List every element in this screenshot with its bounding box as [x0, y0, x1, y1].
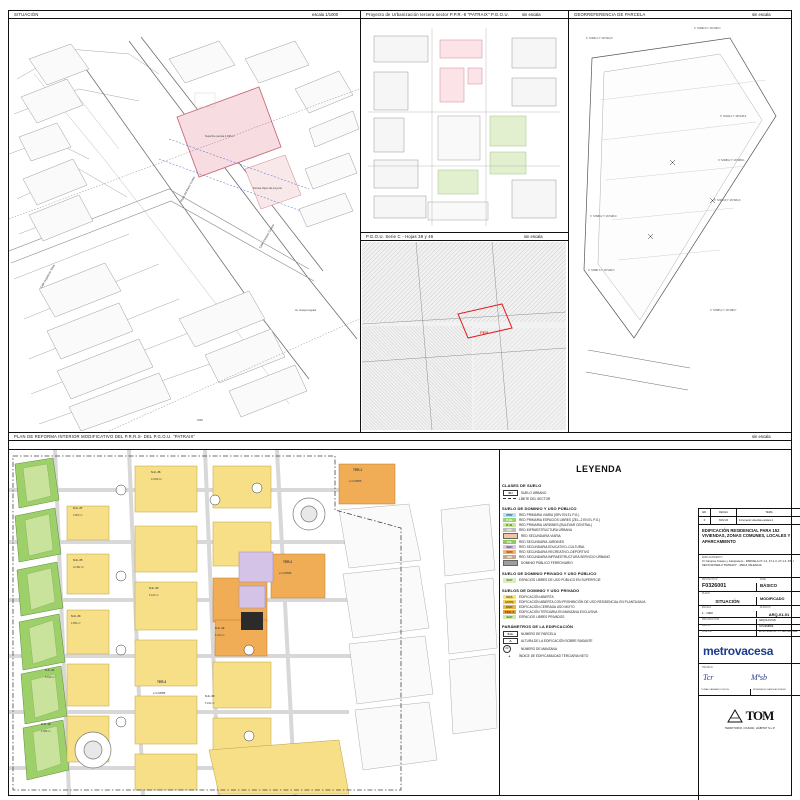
revision-header-fecha: FECHA [711, 509, 737, 517]
legend-section-heading: PARÁMETROS DE LA EDIFICACIÓN [502, 623, 574, 629]
frame-div-2 [568, 10, 569, 432]
legend-swatch [503, 533, 518, 539]
parcel-value: 3.087 m² [73, 514, 83, 517]
title-block [698, 508, 800, 800]
legend-item [503, 490, 698, 496]
panel-scale-situacion: escala 1/1000 [312, 12, 339, 17]
parcel-label: S.G. 24 [149, 586, 159, 590]
legend-item [503, 545, 698, 549]
field-label-escala: ESCALA [702, 607, 712, 609]
signature-section-label: TÉCNICO [702, 666, 713, 669]
legend-item [503, 497, 698, 501]
parcel-value: 6.120 m² [149, 594, 159, 597]
panel-scale-georef: sin escala [752, 12, 771, 17]
field-value-escala: 1 : 1000 [699, 611, 757, 618]
legend-swatch-dashed [503, 498, 516, 499]
legend-label: ESPACIOS LIBRES DE USO PÚBLICO EN SUPERFICIE [519, 578, 601, 583]
georef-point-label: X: 724001,3 Y: 4371212,5 [586, 38, 613, 40]
parcel-value: e=0,68888 [279, 572, 292, 575]
legend-label: RED SECUNDARIA VIARIA [521, 534, 561, 539]
legend-label: RED SECUNDARIA RECREATIVO–DEPORTIVO [519, 550, 590, 555]
legend-item [503, 595, 698, 599]
georef-point-label: X: 723981,5 Y: 4371145,3 [588, 270, 615, 272]
legend-label: ÍNDICE DE EDIFICABILIDAD TERCIARIA NETO [519, 653, 589, 658]
signature-left [703, 673, 747, 689]
legend-item [503, 513, 698, 517]
legend-label: RED INFRAESTRUCTURA URBANA [519, 528, 572, 533]
map-label: Calle Campos Crespo [258, 223, 276, 249]
legend-item [503, 615, 698, 619]
legend-section-heading: SUELO DE DOMINIO Y USO PÚBLICO [502, 505, 577, 511]
legend-code: SU [503, 490, 518, 496]
georef-point-label: X: 724113,1 Y: 4371133,0 [720, 116, 747, 118]
frame-line-top [8, 10, 792, 11]
legend-label: NÚMERO DE MANZANA [521, 646, 557, 651]
legend-code: SIS [503, 555, 516, 559]
frame-div-3 [360, 232, 568, 233]
parcel-value: e=0,68888 [349, 480, 362, 483]
studio-mark-icon [727, 709, 743, 723]
legend-code: A [503, 638, 518, 644]
legend-code: P-JL [503, 523, 516, 527]
address-label: EMPLAZAMIENTO [702, 556, 723, 559]
map-label: Plaza del Barón Cortes [179, 175, 197, 203]
panel-scale-urbanizacion: sin escala [522, 12, 541, 17]
situacion-vector [9, 19, 359, 431]
legend-label: RED SECUNDARIA INFRAESTRUCTURA SERVICIO URBANO [519, 555, 610, 560]
legend-label: ALTURA DE LA EDIFICACIÓN SOBRE RASANTE [521, 639, 593, 644]
map-georeferencia [570, 20, 790, 430]
frame-div-3b [360, 240, 568, 241]
field-value-dibujado: ARQUILO-PGB [757, 619, 800, 625]
field-label-cliente: CLIENTE [699, 631, 757, 637]
legend-code: P-EL [503, 518, 516, 522]
legend-label: RED PRIMARIA VIARIA (SRV EN EL P.G.) [519, 513, 580, 518]
svg-text:PER: PER [480, 330, 489, 335]
legend-code: S.G. [503, 631, 518, 637]
legend-item [503, 518, 698, 522]
legend-label: EDIFICACIÓN ABIERTA CON PROHIBICIÓN DE USO RESIDENCIAL EN PLANTA BAJA [519, 599, 646, 604]
map-plan-reforma [9, 450, 498, 795]
parcel-label: S.G. 20 [205, 694, 215, 698]
legend-label: EDIFICACIÓN ABIERTA [519, 594, 554, 599]
panel-scale-reforma: sin escala [752, 434, 771, 439]
parcel-label: TER-2 [283, 560, 293, 564]
panel-title-situacion: SITUACIÓN [14, 12, 39, 17]
georef-point-label: X: 723965,2 Y: 4371183,7 [710, 310, 737, 312]
legend-item [503, 610, 698, 614]
field-value-cliente: AZTEC-MVEF-62 / C.T-REF-9486 NAB [757, 631, 800, 637]
parcel-value: e=0,68888 [153, 692, 166, 695]
legend-code: SED [503, 545, 516, 549]
revision-header-ed: ED. [699, 509, 711, 517]
legend-section-heading: CLASES DE SUELO [502, 483, 542, 488]
field-value-planono: ARQ-01-01 [757, 611, 800, 618]
legend-code: PIF [503, 528, 516, 532]
legend-section-heading: SUELOS DE DOMINIO Y USO PRIVADO [502, 587, 580, 593]
legend-panel [500, 452, 698, 800]
legend-circle: 20 [503, 645, 511, 653]
map-pgou [362, 242, 566, 430]
map-label: Av. Gaspar Aguilar [295, 309, 317, 312]
legend-code: TER–3 [504, 609, 515, 614]
legend-code: SJL [503, 540, 516, 544]
frame-line-mid [8, 432, 792, 433]
project-title: EDIFICACIÓN RESIDENCIAL PARA 152 VIVIENDAS, ZONAS COMUNES, LOCALES Y APARCAMIENTO [699, 525, 800, 555]
signature-scribble-left: Tcr [703, 673, 714, 682]
georef-point-label: X: 723999,2 Y: 4371106,9 [590, 216, 617, 218]
parcel-value: 10.382 m² [73, 566, 84, 569]
legend-label: RED SECUNDARIA EDUCATIVO–CULTURAL [519, 545, 585, 550]
legend-item [503, 533, 698, 539]
revision-header-tema: TEMA [737, 509, 800, 517]
parcel-label: S.G. 26 [151, 470, 161, 474]
address-value: C/ Campos Crespo y Campanero - PARCELA 27-1.2, 27-1.3, 27-1.4. P.R.I SECTOR PER-9 "PATRAIX" - 46014 VALENCIA [699, 560, 800, 578]
panel-title-reforma: PLAN DE REFORMA INTERIOR MODIFICATIVO DEL P.R.R.S- DEL P.G.O.U. "PATRAIX" [14, 434, 196, 439]
legend-label: RED SECUNDARIA JARDINES [519, 540, 564, 545]
legend-code: EDPB [503, 600, 516, 604]
legend-item [503, 600, 698, 604]
field-value-plano: SITUACIÓN [699, 597, 757, 606]
georef-vector [570, 20, 790, 430]
legend-item [503, 578, 698, 582]
revision-cell-tema: Incremento viviendas escalera 1 [737, 517, 800, 525]
legend-code: EMC [503, 605, 516, 609]
map-situacion [9, 19, 359, 431]
studio-name: TERRITORIO, CIUDAD, HÁBITAT S.L.P. [724, 726, 776, 730]
map-label: Calle Arquitecto Tolsá [39, 263, 56, 289]
legend-item [503, 528, 698, 532]
legend-code: SRD [503, 550, 516, 554]
parcel-label: S.G. 22 [215, 626, 225, 630]
map-label: 3250 [197, 419, 203, 422]
signature-scribble-right: Mªsb [751, 673, 767, 682]
legend-swatch [503, 560, 518, 566]
legend-item [503, 560, 698, 566]
legend-label: EDIFICACIÓN CERRADA USO MIXTO [519, 604, 575, 609]
reforma-vector [9, 450, 498, 795]
parcel-label: TER-1 [353, 468, 363, 472]
studio-wordmark: TOM [745, 708, 774, 723]
parcel-value: 5.316 m² [45, 676, 55, 679]
legend-code: PRV [503, 513, 516, 517]
legend-code: EDA [503, 595, 516, 599]
legend-item [503, 654, 698, 658]
parcel-value: 4.388 m² [41, 730, 51, 733]
parcel-label: S.G. 27 [73, 506, 83, 510]
signature-right [751, 673, 799, 689]
legend-item [503, 645, 698, 653]
signature-name-right: Mª ÁNGELES SÁNCHEZ BUENO [751, 689, 800, 696]
legend-item [503, 540, 698, 544]
legend-code: e [503, 654, 516, 658]
parcel-label: S.G. 25 [73, 558, 83, 562]
frame-div-1 [360, 10, 361, 432]
field-label-dibujado: DIBUJADO POR [699, 619, 757, 625]
field-label-planono: PLANO Nº [760, 607, 771, 609]
studio-logo-block [699, 699, 800, 739]
georef-point-label: X: 724092,9 Y: 4371160,3 [694, 28, 721, 30]
legend-label: NÚMERO DE PARCELA [521, 632, 557, 637]
georef-point-label: X: 724089,2 Y: 4371089,1 [718, 160, 745, 162]
parcel-value: 14.848 m² [151, 478, 162, 481]
signature-name-left: TOMÁS CARRASCO ROCA [699, 689, 751, 696]
legend-item [503, 631, 698, 637]
legend-item [503, 550, 698, 554]
legend-section-heading: SUELO DE DOMINIO PRIVADO Y USO PÚBLICO [502, 571, 597, 577]
parcel-value: 4.859 m² [71, 622, 81, 625]
parcel-label: S.G. 23 [71, 614, 81, 618]
field-value-fecha: NOVIEMBRE [757, 625, 800, 631]
legend-label: EDIFICACIÓN TERCIARIA EN MANZANA EXCLUSIVA [519, 609, 598, 614]
frame-line-mid2 [8, 440, 792, 441]
legend-item [503, 605, 698, 609]
legend-label: SUELO URBANO [521, 491, 547, 496]
field-label-plano: PLANO [702, 593, 710, 595]
legend-code: ELP [503, 578, 516, 582]
client-logo [699, 638, 800, 664]
revision-cell-fecha: NOV-22 [711, 517, 737, 525]
panel-title-urbanizacion: Proyecto de Urbanización tercera sector P.P.R.-8 "PATRAIX" P.G.O.U. [366, 12, 510, 17]
legend-label: ESPACIOS LIBRES PRIVADOS [519, 614, 565, 619]
legend-label: LÍMITE DEL SECTOR [519, 496, 551, 501]
legend-item [503, 523, 698, 527]
panel-scale-pgou: sin escala [524, 234, 543, 239]
metrovacesa-wordmark: metrovacesa [703, 643, 774, 658]
field-value-proyecto: F0326001 [699, 583, 757, 592]
legend-label: RED PRIMARIA ESPACIOS LIBRES (ZEL–2 EN EL P.G.) [519, 518, 601, 523]
legend-label: DOMINIO PÚBLICO FERROVIARIO [521, 561, 573, 566]
legend-title: LEYENDA [576, 464, 622, 474]
legend-code: ELP [503, 615, 516, 619]
legend-label: RED PRIMARIA JARDINES (BULEVAR CENTRAL) [519, 523, 592, 528]
parcel-value: 5.344 m² [215, 634, 225, 637]
urbanizacion-vector [362, 20, 566, 230]
parcel-value: 5.190 m² [205, 702, 215, 705]
panel-title-pgou: P.G.O.U. Serie C - Hojas 39 y 46 [366, 234, 434, 239]
parcel-label: S.G. 19 [41, 722, 51, 726]
map-urbanizacion [362, 20, 566, 230]
field-value-estado: MODIFICADO [757, 593, 800, 606]
map-label: Superficie parcela 4.238 m² [205, 135, 235, 138]
parcel-label: S.G. 21 [45, 668, 55, 672]
pgou-vector [362, 242, 566, 430]
revision-cell-ed: 0 [699, 517, 711, 525]
legend-item [503, 555, 698, 559]
map-label: Parcela objeto del proyecto [253, 187, 282, 190]
legend-item [503, 638, 698, 644]
field-label-fase: FASE [760, 579, 766, 581]
panel-title-georef: GEORREFERENCIA DE PARCELA [574, 12, 646, 17]
field-label-fecha: FECHA [699, 625, 757, 631]
field-label-proyecto: PROYECTO Nº [702, 579, 718, 581]
georef-point-label: X: 724043,8 Y: 4371061,6 [714, 200, 741, 202]
field-value-fase: BÁSICO [757, 583, 800, 592]
parcel-label: TER-3 [157, 680, 167, 684]
